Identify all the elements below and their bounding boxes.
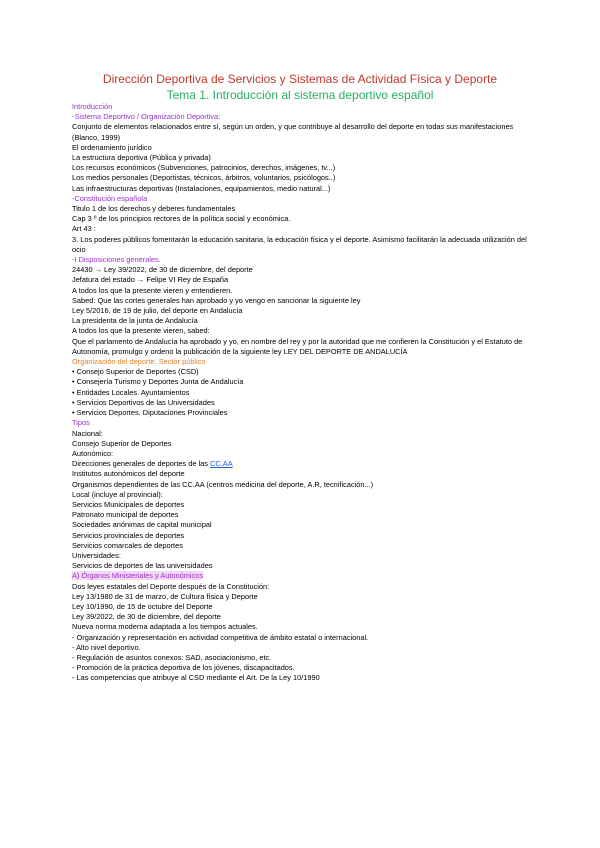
text-line xyxy=(72,337,542,357)
line-text: Ley 13/1980 de 31 de marzo, de Cultura física y Deporte xyxy=(72,591,258,601)
text-line xyxy=(72,224,542,234)
line-text: -I Disposiciones generales. xyxy=(72,255,161,265)
line-text: Cap 3 º de los principios rectores de la política social y económica. xyxy=(72,214,291,224)
text-line xyxy=(72,306,542,316)
text-line xyxy=(72,673,542,683)
text-line xyxy=(72,316,542,326)
text-line xyxy=(72,326,542,336)
line-text: - Promoción de la práctica deportiva de los jóvenes, discapacitados. xyxy=(72,663,295,673)
line-text: Sociedades anónimas de capital municipal xyxy=(72,520,212,530)
text-line xyxy=(72,377,542,387)
text-line xyxy=(72,602,542,612)
text-line xyxy=(72,102,542,112)
text-line xyxy=(72,122,542,142)
text-line xyxy=(72,357,542,367)
line-text: Art 43 : xyxy=(72,224,96,234)
line-text: Jefatura del estado → Felipe VI Rey de España xyxy=(72,275,229,285)
line-text: - Organización y representación en actividad competitiva de ámbito estatal o internacional. xyxy=(72,632,369,642)
line-text: • Consejería Turismo y Deportes Junta de Andalucía xyxy=(72,377,244,387)
line-text: Conjunto de elementos relacionados entre sí, según un orden, y que contribuye al desarrollo del deporte en todas sus manifestaciones (Blanco, 1999) xyxy=(72,122,514,142)
line-text: Servicios Municipales de deportes xyxy=(72,499,185,509)
line-text: Ley 39/2022, de 30 de diciembre, del deporte xyxy=(72,612,221,622)
text-line xyxy=(72,500,542,510)
text-line xyxy=(72,510,542,520)
text-line xyxy=(72,255,542,265)
line-text: - Regulación de asuntos conexos: SAD, asociacionismo, etc. xyxy=(72,652,272,662)
line-text: A todos los que la presente vieren, sabed: xyxy=(72,326,210,336)
line-text: Local (incluye al provincial): xyxy=(72,489,163,499)
text-line xyxy=(72,296,542,306)
text-line xyxy=(72,388,542,398)
line-text: Patronato municipal de deportes xyxy=(72,510,179,520)
line-text: - Las competencias que atribuye al CSD mediante el Art. De la Ley 10/1990 xyxy=(72,673,320,683)
document-subtitle: Tema 1. Introducción al sistema deportivo español xyxy=(166,88,434,102)
text-line xyxy=(72,153,542,163)
text-line xyxy=(72,612,542,622)
line-text: Autonómico: xyxy=(72,448,114,458)
text-line xyxy=(72,163,542,173)
line-text: El ordenamiento jurídico xyxy=(72,142,152,152)
line-text: Ley 5/2016, de 19 de julio, del deporte en Andalucía xyxy=(72,306,243,316)
text-line xyxy=(72,429,542,439)
line-text: Institutos autonómicos del deporte xyxy=(72,469,185,479)
line-text: Introducción xyxy=(72,102,113,111)
text-line xyxy=(72,541,542,551)
text-line xyxy=(72,143,542,153)
text-line xyxy=(72,592,542,602)
text-line xyxy=(72,551,542,561)
line-text: Nacional: xyxy=(72,428,103,438)
line-text: Sabed: Que las cortes generales han aprobado y yo vengo en sancionar la siguiente ley xyxy=(72,295,361,305)
text-line xyxy=(72,214,542,224)
text-line xyxy=(72,480,542,490)
line-text: - Alto nivel deportivo. xyxy=(72,642,141,652)
line-text: La presidenta de la junta de Andalucía xyxy=(72,316,198,326)
line-text: Ley 10/1990, de 15 de octubre del Deporte xyxy=(72,601,213,611)
text-line xyxy=(72,571,542,581)
text-line xyxy=(72,531,542,541)
line-text: Tipos xyxy=(72,418,90,428)
text-line xyxy=(72,561,542,571)
line-text: A todos los que la presente vieren y entendieren. xyxy=(72,285,233,295)
line-text: Servicios de deportes de las universidades xyxy=(72,561,213,571)
line-text: 3. Los poderes públicos fomentarán la educación sanitaria, la educación física y el deporte. Asimismo facilitarán la adecuada utilización del ocio xyxy=(72,234,527,254)
text-line xyxy=(72,439,542,449)
text-line xyxy=(72,367,542,377)
line-text: -Sistema Deportivo / Organización Deportiva: xyxy=(72,112,221,122)
text-line xyxy=(72,663,542,673)
text-line xyxy=(72,418,542,428)
line-text: -Constitución española xyxy=(72,193,148,203)
text-line xyxy=(72,398,542,408)
line-text: Las infraestructuras deportivas (Instalaciones, equipamientos, medio natural...) xyxy=(72,183,331,193)
link-ccaa[interactable]: CC.AA xyxy=(210,459,233,469)
text-line xyxy=(72,112,542,122)
text-line xyxy=(72,643,542,653)
text-line xyxy=(72,408,542,418)
line-text: Servicios provinciales de deportes xyxy=(72,530,185,540)
line-text: • Consejo Superior de Deportes (CSD) xyxy=(72,367,199,377)
text-line xyxy=(72,204,542,214)
line-text: Servicios comarcales de deportes xyxy=(72,540,183,550)
line-text: Titulo 1 de los derechos y deberes fundamentales xyxy=(72,204,236,214)
line-text: Los medios personales (Deportistas, técnicos, árbitros, voluntarios, psicólogos..) xyxy=(72,173,336,183)
line-text: Direcciones generales de deportes de las xyxy=(72,459,211,469)
line-text: • Servicios Deportes. Diputaciones Provinciales xyxy=(72,408,228,418)
text-line xyxy=(72,235,542,255)
text-line xyxy=(72,490,542,500)
text-line xyxy=(72,633,542,643)
text-line xyxy=(72,520,542,530)
line-text: Organismos dependientes de las CC.AA (centros medicina del deporte, A.R, tecnificación...) xyxy=(72,479,374,489)
text-line xyxy=(72,449,542,459)
line-text: 24430 → Ley 39/2022, de 30 de diciembre, del deporte xyxy=(72,265,253,275)
text-line xyxy=(72,469,542,479)
text-line xyxy=(72,582,542,592)
text-line xyxy=(72,286,542,296)
line-text: La estructura deportiva (Pública y privada) xyxy=(72,153,211,163)
document-title: Dirección Deportiva de Servicios y Sistemas de Actividad Física y Deporte xyxy=(102,72,498,86)
line-text: • Entidades Locales. Ayuntamientos xyxy=(72,387,190,397)
text-line xyxy=(72,653,542,663)
line-text: Organización del deporte. Sector público xyxy=(72,357,206,367)
text-line xyxy=(72,622,542,632)
text-line xyxy=(72,184,542,194)
text-line xyxy=(72,194,542,204)
text-line xyxy=(72,173,542,183)
line-text: Los recursos económicos (Subvenciones, patrocinios, derechos, imágenes, tv...) xyxy=(72,163,336,173)
line-text: Universidades: xyxy=(72,550,121,560)
text-line xyxy=(72,459,542,469)
document-body xyxy=(72,102,542,684)
line-text: Dos leyes estatales del Deporte después de la Constitución: xyxy=(72,581,270,591)
line-text: • Servicios Deportivos de las Universidades xyxy=(72,397,215,407)
text-line xyxy=(72,275,542,285)
text-line xyxy=(72,265,542,275)
line-text: Que el parlamento de Andalucía ha aprobado y yo, en nombre del rey y por la autoridad que me confieren la Constitución y el Estatuto de Autonomía, promulgo y ordeno la publicación de la siguiente ley LEY DEL DEPORTE DE ANDALUCÍA xyxy=(72,336,523,356)
line-text: Nueva norma moderna adaptada a los tiempos actuales. xyxy=(72,622,258,632)
line-text: Consejo Superior de Deportes xyxy=(72,438,172,448)
line-text: A) Órganos Ministeriales y Autonómicos xyxy=(72,571,204,581)
